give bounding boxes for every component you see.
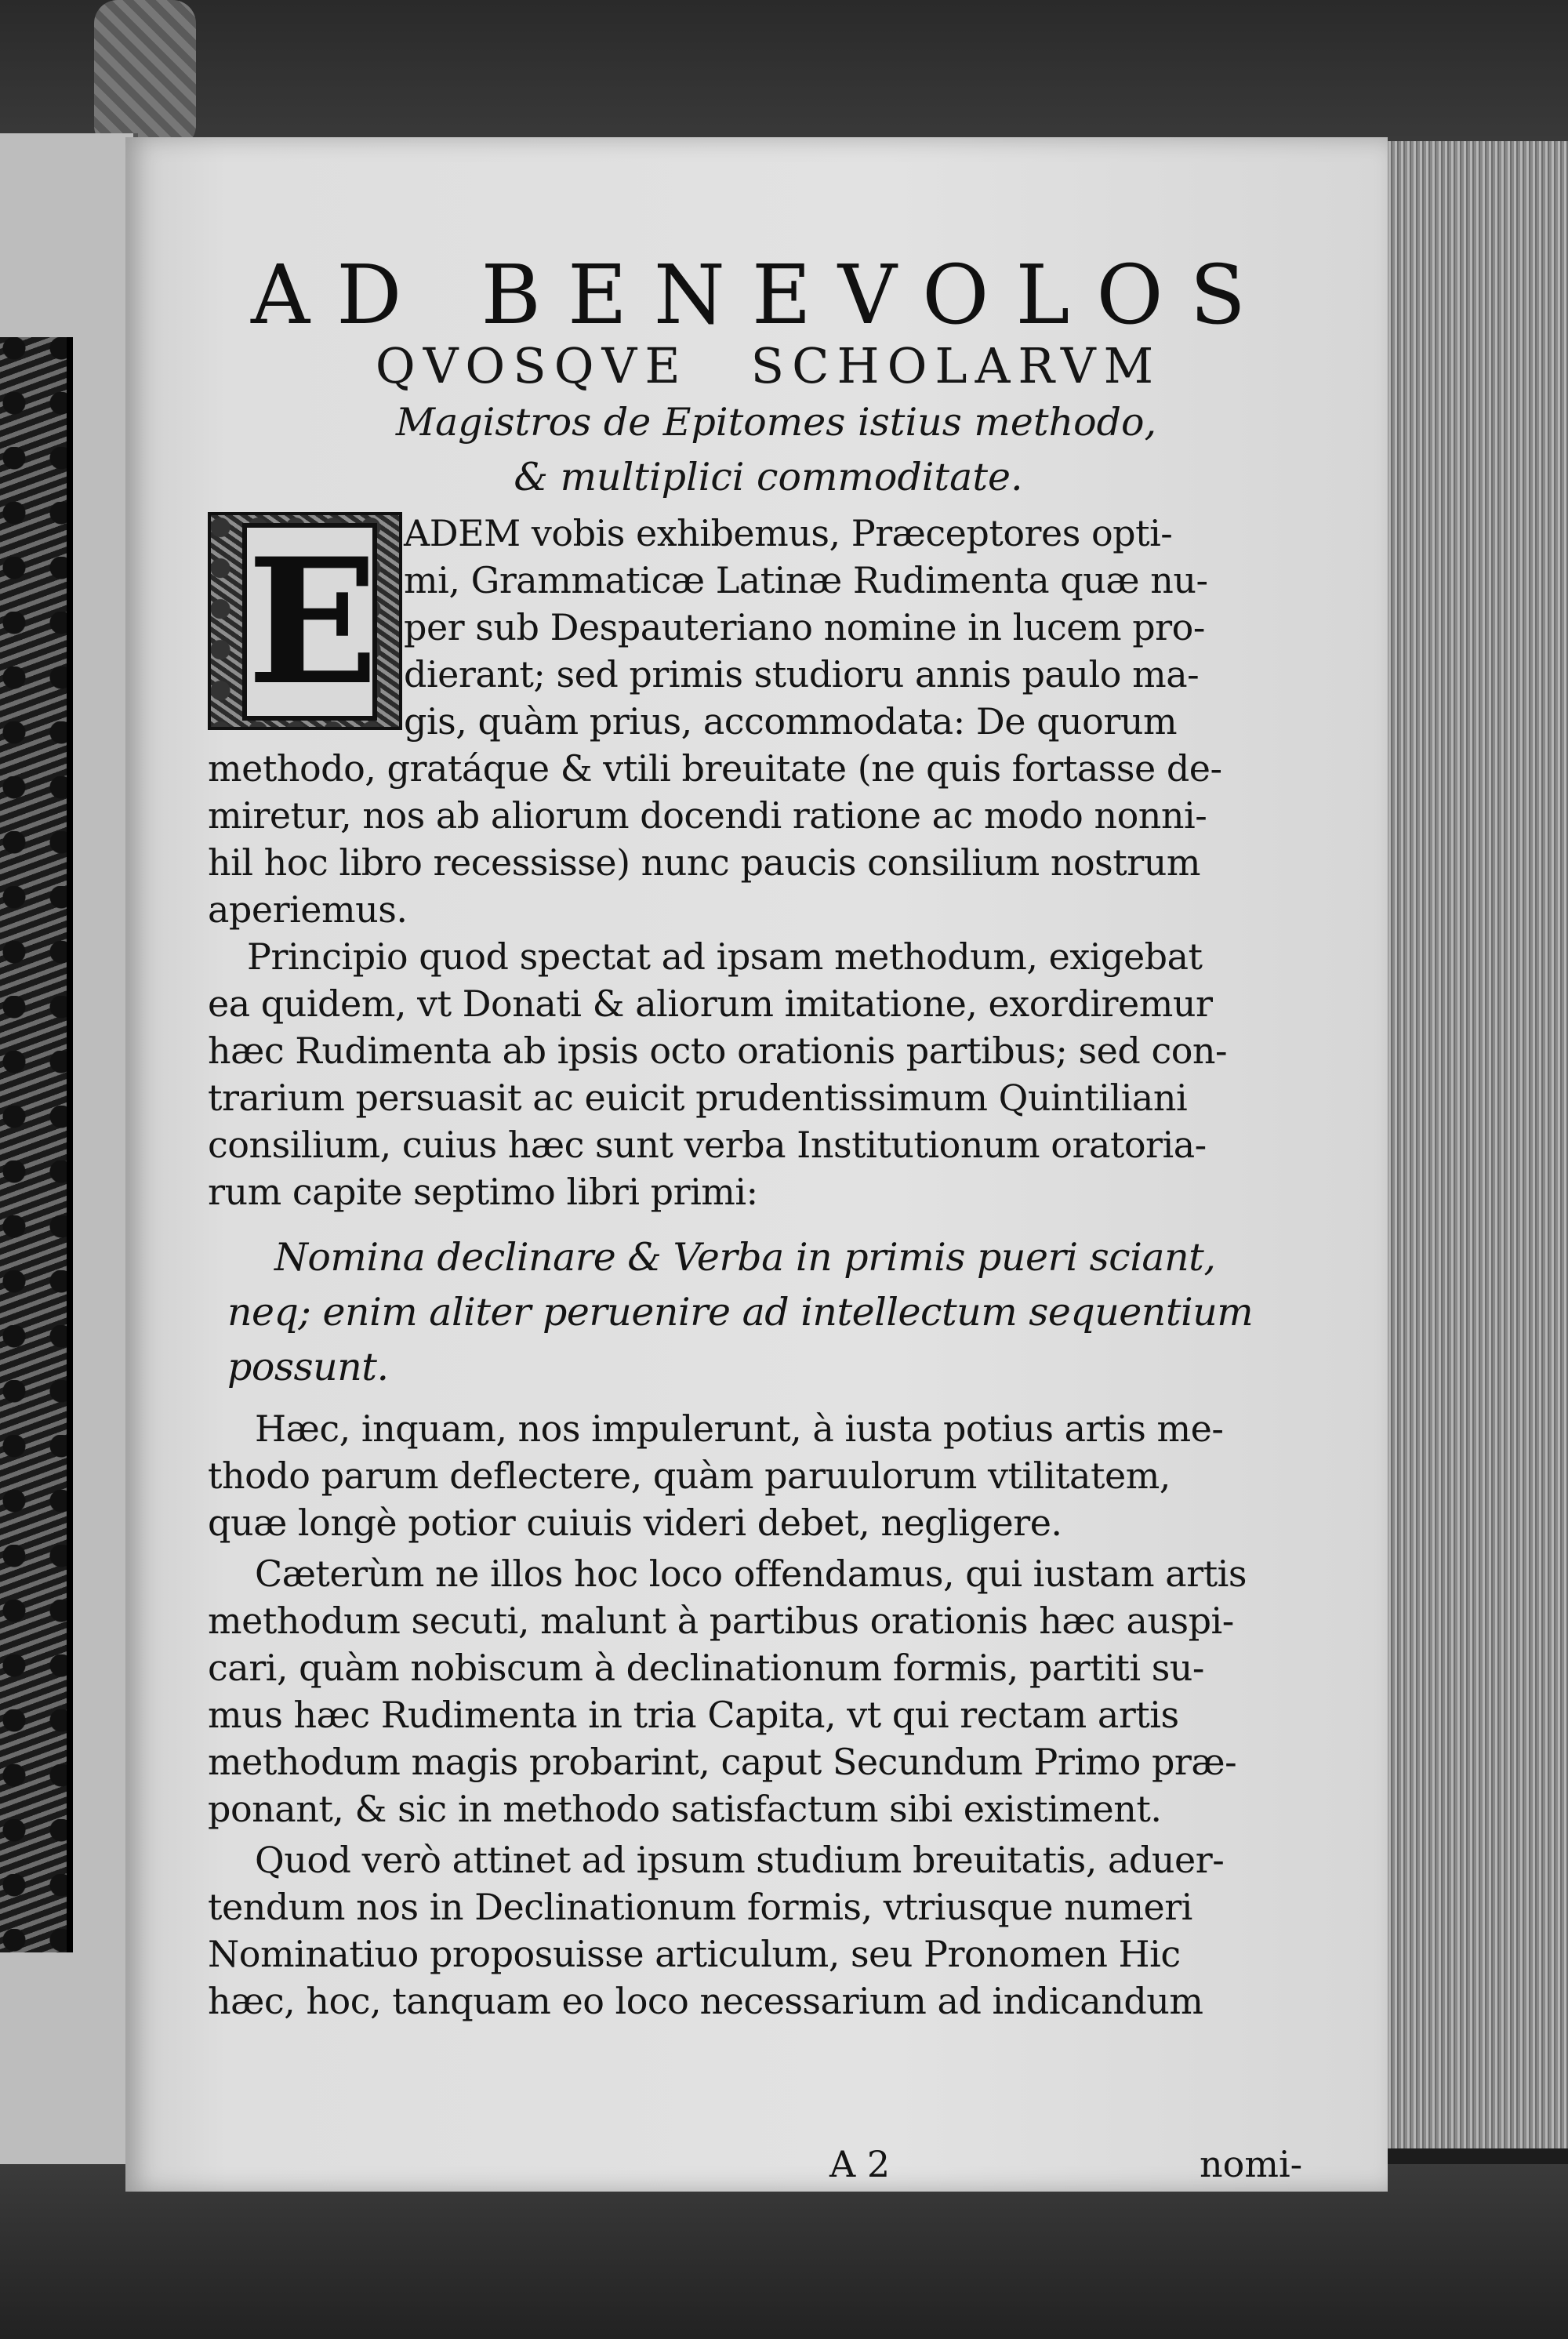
page-title: AD BENEVOLOS	[251, 247, 1272, 343]
text-line: methodum magis probarint, caput Secundum Primo præ-	[208, 1741, 1237, 1783]
text-line: consilium, cuius hæc sunt verba Institutionum oratoria-	[208, 1124, 1207, 1166]
subtitle-italic-line-1: Magistros de Epitomes istius methodo,	[395, 400, 1157, 445]
right-page	[125, 137, 1388, 2192]
text-line: Cæterùm ne illos hoc loco offendamus, qui iustam artis	[255, 1553, 1247, 1595]
quote-line: Nomina declinare & Verba in primis pueri sciant,	[274, 1235, 1216, 1280]
text-line: methodum secuti, malunt à partibus orationis hæc auspi-	[208, 1600, 1234, 1642]
text-line: miretur, nos ab aliorum docendi ratione ac modo nonni-	[208, 794, 1207, 837]
text-line: ADEM vobis exhibemus, Præceptores opti-	[404, 512, 1173, 554]
text-line: ponant, & sic in methodo satisfactum sibi existiment.	[208, 1788, 1162, 1830]
text-line: mus hæc Rudimenta in tria Capita, vt qui rectam artis	[208, 1694, 1179, 1736]
bookmark-ribbon	[94, 0, 196, 149]
text-line: tendum nos in Declinationum formis, vtriusque numeri	[208, 1886, 1192, 1928]
text-line: Quod verò attinet ad ipsum studium breuitatis, aduer-	[255, 1839, 1225, 1881]
text-line: ea quidem, vt Donati & aliorum imitatione, exordiremur	[208, 982, 1213, 1025]
page-edges	[1380, 141, 1568, 2148]
subtitle-word-2: SCHOLARVM	[750, 337, 1162, 394]
text-line: hæc Rudimenta ab ipsis octo orationis partibus; sed con-	[208, 1030, 1228, 1072]
subtitle-italic-line-2: & multiplici commoditate.	[514, 455, 1023, 499]
text-line: hæc, hoc, tanquam eo loco necessarium ad indicandum	[208, 1980, 1203, 2022]
text-line: dierant; sed primis studioru annis paulo ma-	[404, 653, 1200, 696]
text-line: methodo, gratáque & vtili breuitate (ne quis fortasse de-	[208, 747, 1222, 790]
catchword: nomi-	[1200, 2143, 1303, 2185]
text-line: Nominatiuo proposuisse articulum, seu Pronomen Hic	[208, 1933, 1181, 1975]
text-line: trarium persuasit ac euicit prudentissimum Quintiliani	[208, 1077, 1188, 1119]
text-line: Principio quod spectat ad ipsam methodum, exigebat	[247, 935, 1203, 978]
text-line: thodo parum deflectere, quàm paruulorum vtilitatem,	[208, 1455, 1171, 1497]
quote-line: possunt.	[227, 1345, 389, 1389]
subtitle-word-1: QVOSQVE	[375, 337, 688, 394]
text-line: Hæc, inquam, nos impulerunt, à iusta potius artis me-	[255, 1407, 1224, 1450]
text-line: aperiemus.	[208, 888, 408, 931]
text-line: hil hoc libro recessisse) nunc paucis consilium nostrum	[208, 841, 1200, 884]
page-subtitle	[259, 337, 1278, 394]
initial-letter: E	[242, 523, 377, 721]
woodcut-border-ornament	[0, 337, 73, 1952]
signature-mark: A 2	[829, 2143, 891, 2185]
background-top	[0, 0, 1568, 149]
text-line: quæ longè potior cuiuis videri debet, negligere.	[208, 1502, 1062, 1544]
decorated-initial	[208, 512, 402, 730]
text-line: per sub Despauteriano nomine in lucem pro-	[404, 606, 1205, 648]
text-line: rum capite septimo libri primi:	[208, 1171, 758, 1213]
text-line: gis, quàm prius, accommodata: De quorum	[404, 700, 1178, 743]
text-line: mi, Grammaticæ Latinæ Rudimenta quæ nu-	[404, 559, 1208, 601]
text-line: cari, quàm nobiscum à declinationum formis, partiti su-	[208, 1647, 1204, 1689]
quote-line: neq; enim aliter peruenire ad intellectum sequentium	[227, 1290, 1254, 1335]
